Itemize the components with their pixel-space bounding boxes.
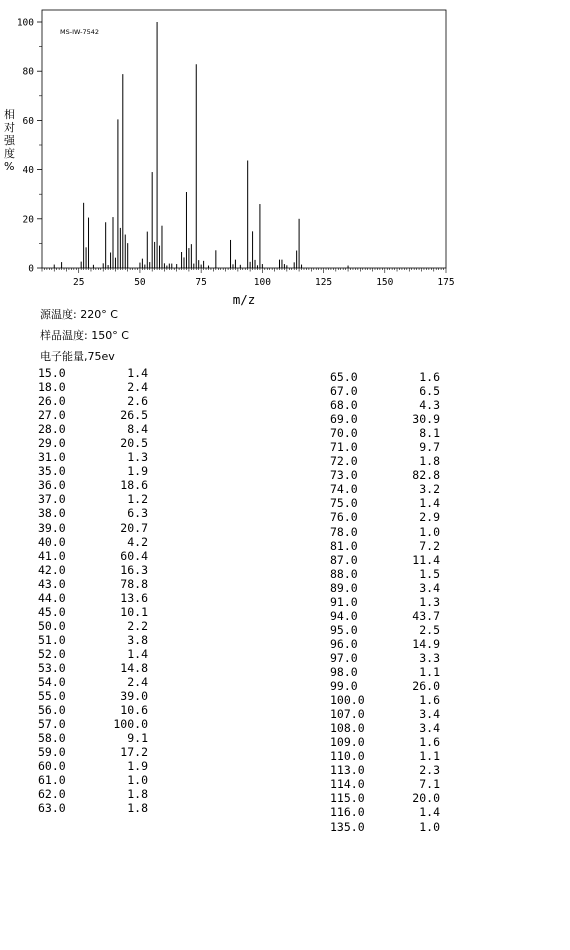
peak-row xyxy=(330,805,440,819)
mz-value: 52.0 xyxy=(38,646,66,661)
x-tick-label: 150 xyxy=(376,277,394,288)
peak-row xyxy=(330,595,440,609)
peak-row xyxy=(330,482,440,496)
peak-row xyxy=(38,506,148,520)
mz-value: 57.0 xyxy=(38,717,66,732)
abundance-value: 20.7 xyxy=(120,520,148,535)
peak-row xyxy=(38,689,148,703)
mz-value: 99.0 xyxy=(330,679,358,694)
mz-value: 40.0 xyxy=(38,534,66,549)
abundance-value: 18.6 xyxy=(120,478,148,493)
mz-value: 59.0 xyxy=(38,745,66,760)
mz-value: 41.0 xyxy=(38,548,66,563)
abundance-value: 3.8 xyxy=(127,632,148,647)
x-tick-label: 50 xyxy=(134,277,146,288)
peak-row xyxy=(38,563,148,577)
peak-row xyxy=(38,773,148,787)
peak-row xyxy=(330,496,440,510)
peak-row xyxy=(38,422,148,436)
abundance-value: 9.1 xyxy=(127,731,148,746)
abundance-value: 1.6 xyxy=(419,735,440,750)
abundance-value: 100.0 xyxy=(113,717,148,732)
peak-row xyxy=(330,763,440,777)
peak-row xyxy=(330,426,440,440)
mz-value: 18.0 xyxy=(38,380,66,395)
mz-value: 38.0 xyxy=(38,506,66,521)
mz-value: 69.0 xyxy=(330,412,358,427)
peak-row xyxy=(38,535,148,549)
abundance-value: 9.7 xyxy=(419,440,440,455)
peak-row xyxy=(38,577,148,591)
abundance-value: 1.8 xyxy=(419,454,440,469)
peak-row xyxy=(330,553,440,567)
mz-value: 72.0 xyxy=(330,454,358,469)
mz-value: 26.0 xyxy=(38,394,66,409)
y-tick-label: 0 xyxy=(28,263,34,275)
abundance-value: 1.5 xyxy=(419,566,440,581)
peak-row xyxy=(330,721,440,735)
mz-value: 96.0 xyxy=(330,636,358,651)
peak-row xyxy=(330,370,440,384)
abundance-value: 2.9 xyxy=(419,510,440,525)
peak-table-left xyxy=(38,366,148,816)
peak-row xyxy=(38,619,148,633)
mz-value: 37.0 xyxy=(38,492,66,507)
abundance-value: 3.4 xyxy=(419,580,440,595)
mz-value: 36.0 xyxy=(38,478,66,493)
mz-value: 53.0 xyxy=(38,660,66,675)
abundance-value: 10.6 xyxy=(120,703,148,718)
mz-value: 87.0 xyxy=(330,552,358,567)
abundance-value: 1.0 xyxy=(419,819,440,834)
sample-temperature: 样品温度: 150° C xyxy=(40,329,129,342)
abundance-value: 11.4 xyxy=(412,552,440,567)
mz-value: 63.0 xyxy=(38,801,66,816)
peak-row xyxy=(330,749,440,763)
x-axis xyxy=(42,268,455,288)
x-tick-label: 100 xyxy=(253,277,271,288)
y-tick-label: 20 xyxy=(22,214,34,226)
peak-row xyxy=(38,464,148,478)
abundance-value: 3.4 xyxy=(419,721,440,736)
abundance-value: 6.3 xyxy=(127,506,148,521)
peak-row xyxy=(38,703,148,717)
mz-value: 78.0 xyxy=(330,524,358,539)
mz-value: 113.0 xyxy=(330,763,365,778)
abundance-value: 2.6 xyxy=(127,394,148,409)
y-axis-label-char: % xyxy=(4,160,15,173)
abundance-value: 43.7 xyxy=(412,608,440,623)
abundance-value: 1.0 xyxy=(419,524,440,539)
abundance-value: 2.3 xyxy=(419,763,440,778)
y-axis-label-char: 对 xyxy=(4,121,15,134)
peak-row xyxy=(38,801,148,815)
peak-row xyxy=(330,454,440,468)
y-tick-label: 60 xyxy=(22,115,34,127)
abundance-value: 1.4 xyxy=(127,366,148,380)
peak-row xyxy=(38,380,148,394)
abundance-value: 1.4 xyxy=(419,805,440,820)
abundance-value: 16.3 xyxy=(120,562,148,577)
mz-value: 95.0 xyxy=(330,622,358,637)
peak-row xyxy=(330,820,440,834)
mz-value: 115.0 xyxy=(330,791,365,806)
abundance-value: 1.0 xyxy=(127,773,148,788)
x-tick-label: 25 xyxy=(73,277,85,288)
mz-value: 45.0 xyxy=(38,604,66,619)
y-axis-label xyxy=(4,107,16,173)
peak-row xyxy=(330,567,440,581)
mass-spectrum-chart xyxy=(0,0,570,320)
abundance-value: 4.3 xyxy=(419,398,440,413)
peak-row xyxy=(38,394,148,408)
abundance-value: 1.1 xyxy=(419,749,440,764)
abundance-value: 1.6 xyxy=(419,370,440,384)
peak-row xyxy=(330,510,440,524)
mz-value: 98.0 xyxy=(330,664,358,679)
peak-row xyxy=(38,478,148,492)
abundance-value: 60.4 xyxy=(120,548,148,563)
mz-value: 50.0 xyxy=(38,618,66,633)
abundance-value: 17.2 xyxy=(120,745,148,760)
peak-row xyxy=(38,731,148,745)
abundance-value: 2.5 xyxy=(419,622,440,637)
peak-row xyxy=(330,412,440,426)
abundance-value: 82.8 xyxy=(412,468,440,483)
peak-row xyxy=(38,521,148,535)
abundance-value: 7.2 xyxy=(419,538,440,553)
abundance-value: 39.0 xyxy=(120,689,148,704)
mz-value: 91.0 xyxy=(330,594,358,609)
abundance-value: 1.3 xyxy=(127,450,148,465)
abundance-value: 1.9 xyxy=(127,759,148,774)
mz-value: 114.0 xyxy=(330,777,365,792)
source-temperature: 源温度: 220° C xyxy=(40,308,118,321)
mz-value: 71.0 xyxy=(330,440,358,455)
abundance-value: 20.5 xyxy=(120,436,148,451)
peak-row xyxy=(38,675,148,689)
mz-value: 28.0 xyxy=(38,422,66,437)
peak-bars xyxy=(54,22,348,268)
mz-value: 15.0 xyxy=(38,366,66,380)
peak-row xyxy=(330,539,440,553)
peak-row xyxy=(330,679,440,693)
abundance-value: 2.2 xyxy=(127,618,148,633)
peak-row xyxy=(38,787,148,801)
abundance-value: 1.1 xyxy=(419,664,440,679)
abundance-value: 2.4 xyxy=(127,675,148,690)
mz-value: 116.0 xyxy=(330,805,365,820)
mz-value: 51.0 xyxy=(38,632,66,647)
mz-value: 75.0 xyxy=(330,496,358,511)
abundance-value: 1.4 xyxy=(127,646,148,661)
peak-row xyxy=(38,492,148,506)
mz-value: 74.0 xyxy=(330,482,358,497)
peak-row xyxy=(38,759,148,773)
mz-value: 58.0 xyxy=(38,731,66,746)
peak-row xyxy=(330,707,440,721)
mz-value: 81.0 xyxy=(330,538,358,553)
y-tick-label: 100 xyxy=(16,17,34,29)
peak-table-right xyxy=(330,370,440,834)
plot-border xyxy=(42,10,446,268)
mz-value: 65.0 xyxy=(330,370,358,384)
plot-frame xyxy=(42,10,446,268)
mz-value: 62.0 xyxy=(38,787,66,802)
abundance-value: 7.1 xyxy=(419,777,440,792)
abundance-value: 8.1 xyxy=(419,426,440,441)
mz-value: 135.0 xyxy=(330,819,365,834)
peak-row xyxy=(38,717,148,731)
mz-value: 97.0 xyxy=(330,650,358,665)
peak-row xyxy=(330,581,440,595)
abundance-value: 4.2 xyxy=(127,534,148,549)
spectrum-id-label: MS-IW-7542 xyxy=(60,28,100,36)
abundance-value: 1.2 xyxy=(127,492,148,507)
y-tick-label: 80 xyxy=(22,66,34,78)
peak-row xyxy=(38,549,148,563)
abundance-value: 1.4 xyxy=(419,496,440,511)
peak-row xyxy=(330,468,440,482)
abundance-value: 1.9 xyxy=(127,464,148,479)
electron-energy: 电子能量,75ev xyxy=(40,350,115,363)
peak-row xyxy=(38,605,148,619)
mz-value: 43.0 xyxy=(38,576,66,591)
peak-row xyxy=(330,440,440,454)
mz-value: 70.0 xyxy=(330,426,358,441)
peak-row xyxy=(38,436,148,450)
abundance-value: 2.4 xyxy=(127,380,148,395)
y-tick-label: 40 xyxy=(22,165,34,177)
peak-row xyxy=(330,651,440,665)
abundance-value: 1.6 xyxy=(419,693,440,708)
peak-row xyxy=(330,623,440,637)
peak-row xyxy=(330,791,440,805)
abundance-value: 78.8 xyxy=(120,576,148,591)
abundance-value: 20.0 xyxy=(412,791,440,806)
peak-row xyxy=(330,693,440,707)
abundance-value: 10.1 xyxy=(120,604,148,619)
mz-value: 55.0 xyxy=(38,689,66,704)
peak-row xyxy=(38,450,148,464)
y-axis-label-char: 度 xyxy=(4,147,15,160)
abundance-value: 30.9 xyxy=(412,412,440,427)
y-axis-label-char: 相 xyxy=(4,108,15,121)
mz-value: 100.0 xyxy=(330,693,365,708)
mz-value: 60.0 xyxy=(38,759,66,774)
abundance-value: 1.8 xyxy=(127,787,148,802)
x-tick-label: 175 xyxy=(437,277,455,288)
mz-value: 88.0 xyxy=(330,566,358,581)
mz-value: 108.0 xyxy=(330,721,365,736)
mz-value: 42.0 xyxy=(38,562,66,577)
y-axis xyxy=(17,18,42,275)
mz-value: 89.0 xyxy=(330,580,358,595)
x-axis-label: m/z xyxy=(232,292,256,307)
peak-row xyxy=(38,591,148,605)
mz-value: 56.0 xyxy=(38,703,66,718)
abundance-value: 6.5 xyxy=(419,384,440,399)
peak-row xyxy=(330,384,440,398)
peak-row xyxy=(38,633,148,647)
mz-value: 110.0 xyxy=(330,749,365,764)
peak-row xyxy=(38,408,148,422)
mz-value: 54.0 xyxy=(38,675,66,690)
abundance-value: 1.3 xyxy=(419,594,440,609)
x-tick-label: 75 xyxy=(195,277,207,288)
mz-value: 31.0 xyxy=(38,450,66,465)
peak-row xyxy=(38,661,148,675)
mz-value: 27.0 xyxy=(38,408,66,423)
peak-row xyxy=(38,366,148,380)
peak-row xyxy=(330,398,440,412)
y-axis-label-char: 强 xyxy=(4,134,15,147)
peak-row xyxy=(330,637,440,651)
abundance-value: 26.0 xyxy=(412,679,440,694)
x-tick-label: 125 xyxy=(314,277,333,288)
peak-row xyxy=(330,665,440,679)
abundance-value: 14.8 xyxy=(120,660,148,675)
mz-value: 61.0 xyxy=(38,773,66,788)
abundance-value: 8.4 xyxy=(127,422,148,437)
mz-value: 68.0 xyxy=(330,398,358,413)
mz-value: 67.0 xyxy=(330,384,358,399)
mz-value: 39.0 xyxy=(38,520,66,535)
mz-value: 29.0 xyxy=(38,436,66,451)
abundance-value: 3.4 xyxy=(419,707,440,722)
mz-value: 94.0 xyxy=(330,608,358,623)
abundance-value: 3.3 xyxy=(419,650,440,665)
peak-row xyxy=(38,745,148,759)
peak-row xyxy=(330,777,440,791)
mz-value: 35.0 xyxy=(38,464,66,479)
abundance-value: 13.6 xyxy=(120,590,148,605)
abundance-value: 1.8 xyxy=(127,801,148,816)
mz-value: 76.0 xyxy=(330,510,358,525)
peak-row xyxy=(38,647,148,661)
peak-row xyxy=(330,525,440,539)
abundance-value: 14.9 xyxy=(412,636,440,651)
mz-value: 44.0 xyxy=(38,590,66,605)
abundance-value: 26.5 xyxy=(120,408,148,423)
mz-value: 109.0 xyxy=(330,735,365,750)
mz-value: 73.0 xyxy=(330,468,358,483)
peak-row xyxy=(330,735,440,749)
mz-value: 107.0 xyxy=(330,707,365,722)
peak-row xyxy=(330,609,440,623)
abundance-value: 3.2 xyxy=(419,482,440,497)
